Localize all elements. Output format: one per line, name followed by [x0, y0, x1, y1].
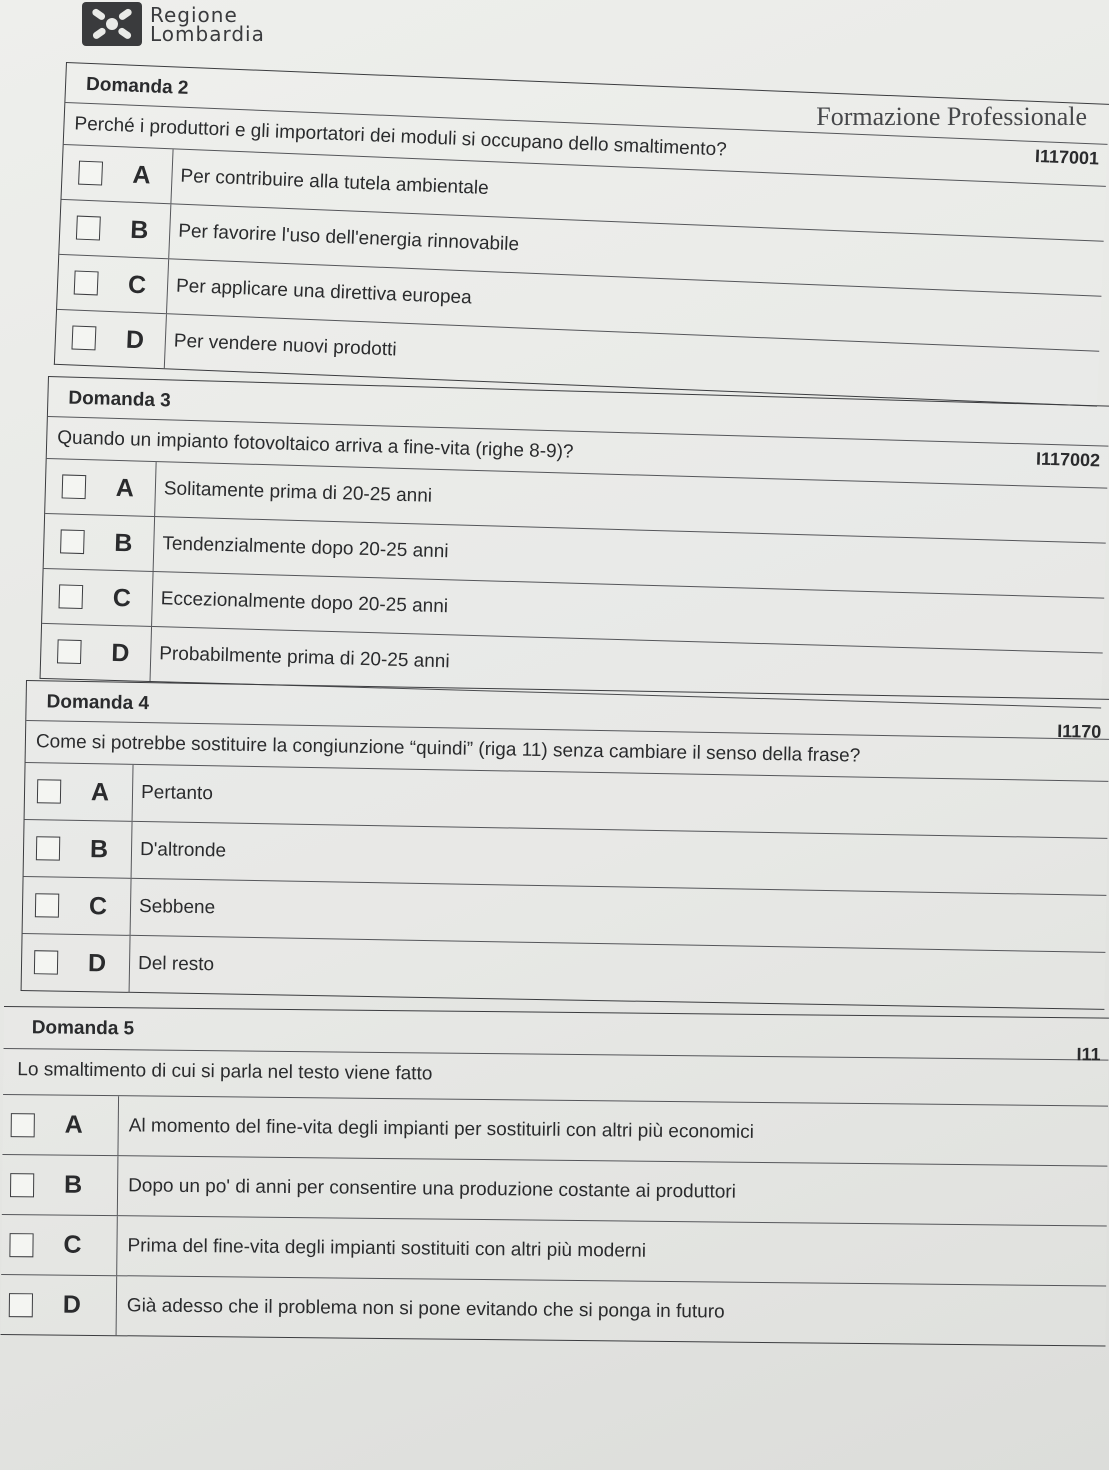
option-letter: C: [112, 583, 132, 612]
option-letter: B: [113, 528, 133, 557]
checkbox[interactable]: [74, 271, 99, 296]
option-letter: A: [115, 473, 135, 502]
option-letter: C: [88, 891, 108, 920]
question-code: I11: [1076, 1044, 1101, 1065]
option-selector: [44, 514, 155, 571]
checkbox[interactable]: [34, 950, 58, 974]
option-letter: D: [87, 948, 107, 977]
option-selector: [2, 1095, 119, 1155]
checkbox[interactable]: [9, 1233, 33, 1257]
option-text: Sebbene: [138, 896, 216, 919]
option-text: Per favorire l'uso dell'energia rinnovabile: [177, 220, 520, 256]
option-letter: B: [63, 1170, 83, 1199]
option-selector: [2, 1155, 119, 1215]
option-selector: [59, 200, 171, 258]
option-text: Solitamente prima di 20-25 anni: [163, 478, 433, 507]
option-text: Del resto: [137, 953, 215, 976]
option-text: Tendenzialmente dopo 20-25 anni: [162, 533, 449, 563]
checkbox[interactable]: [59, 584, 84, 609]
option-text: Per contribuire alla tutela ambientale: [180, 165, 490, 200]
option-letter: D: [125, 325, 145, 354]
option-letter: A: [131, 160, 152, 189]
option-text: Prima del fine-vita degli impianti sostituiti con altri più moderni: [127, 1234, 647, 1262]
section-title: Formazione Professionale: [816, 102, 1087, 131]
question-code: I117002: [1035, 448, 1101, 471]
option-text: Per vendere nuovi prodotti: [173, 330, 398, 361]
question-prompt: Lo smaltimento di cui si parla nel testo viene fatto: [17, 1059, 433, 1085]
option-letter: D: [62, 1290, 82, 1319]
checkbox[interactable]: [76, 216, 101, 241]
option-selector: [57, 255, 169, 313]
checkbox[interactable]: [11, 1113, 35, 1137]
option-selector: [23, 877, 132, 935]
option-letter: A: [64, 1110, 83, 1139]
option-text: Dopo un po' di anni per consentire una produzione costante ai produttori: [128, 1174, 737, 1203]
option-selector: [41, 624, 152, 681]
checkbox[interactable]: [60, 529, 85, 554]
option-selector: [42, 569, 153, 626]
question-code: I117001: [1034, 145, 1100, 169]
option-text: Già adesso che il problema non si pone evitando che si ponga in futuro: [126, 1294, 725, 1323]
brand-line-2: Lombardia: [150, 22, 265, 46]
option-text: Pertanto: [140, 782, 214, 805]
checkbox[interactable]: [78, 161, 103, 186]
option-selector: [24, 820, 133, 878]
option-selector: [25, 763, 134, 821]
question-prompt: Quando un impianto fotovoltaico arriva a fine-vita (righe 8-9)?: [56, 427, 574, 463]
checkbox[interactable]: [36, 836, 60, 860]
option-letter: A: [90, 777, 110, 806]
question-block-4: [21, 680, 1109, 1010]
question-block-2: [54, 62, 1109, 407]
question-title: Domanda 3: [48, 377, 1109, 447]
question-prompt: Perché i produttori e gli importatori dei moduli si occupano dello smaltimento?: [74, 113, 728, 161]
answer-option-d[interactable]: [1, 1275, 1107, 1346]
option-letter: D: [110, 638, 130, 667]
option-selector: [55, 310, 167, 368]
brand-line-1: Regione: [150, 3, 238, 27]
option-text: Al momento del fine-vita degli impianti per sostituirli con altri più economici: [128, 1114, 755, 1143]
brand-name: [150, 3, 265, 46]
option-selector: [1, 1275, 118, 1335]
option-text: Probabilmente prima di 20-25 anni: [158, 643, 450, 673]
question-block-5: [1, 1006, 1109, 1347]
checkbox[interactable]: [71, 325, 96, 350]
regione-lombardia-logo-icon: [82, 2, 142, 46]
option-text: D'altronde: [139, 839, 227, 862]
question-title: Domanda 2: [65, 63, 1109, 145]
option-selector: [1, 1215, 118, 1275]
option-selector: [45, 459, 156, 516]
option-selector: [22, 934, 131, 992]
checkbox[interactable]: [37, 779, 61, 803]
question-title: Domanda 5: [4, 1007, 1109, 1061]
option-letter: C: [127, 270, 147, 299]
checkbox[interactable]: [35, 893, 59, 917]
question-prompt: Come si potrebbe sostituire la congiunzione “quindi” (riga 11) senza cambiare il senso della frase?: [35, 731, 861, 767]
question-block-3: [40, 376, 1109, 709]
option-letter: B: [129, 215, 149, 244]
question-title: Domanda 4: [26, 681, 1109, 740]
checkbox[interactable]: [10, 1173, 34, 1197]
option-selector: [62, 145, 174, 203]
option-text: Per applicare una direttiva europea: [175, 275, 473, 309]
checkbox[interactable]: [62, 474, 87, 499]
option-text: Eccezionalmente dopo 20-25 anni: [160, 588, 449, 618]
checkbox[interactable]: [9, 1293, 33, 1317]
option-letter: B: [89, 834, 109, 863]
checkbox[interactable]: [57, 639, 82, 664]
question-code: I1170: [1057, 721, 1102, 742]
option-letter: C: [63, 1230, 82, 1259]
